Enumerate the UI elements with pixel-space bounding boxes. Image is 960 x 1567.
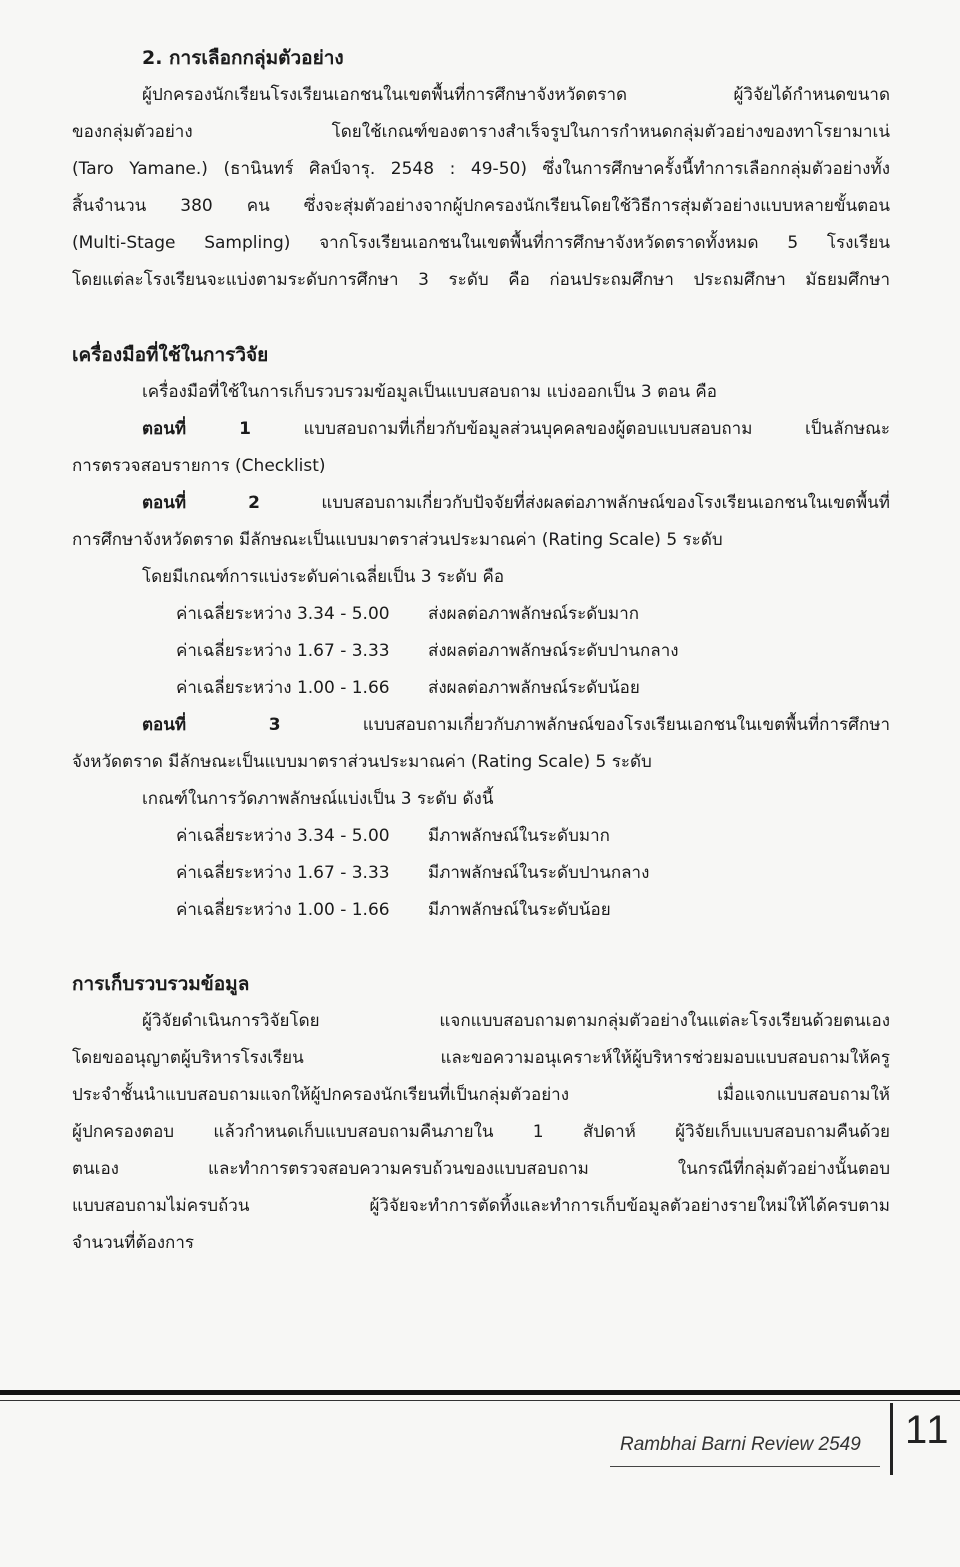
paragraph-line: โดยขออนุญาตผู้บริหารโรงเรียน และขอความอนุเคราะห์ให้ผู้บริหารช่วยมอบแบบสอบถามให้ครู [72,1048,890,1068]
part-label: ตอนที่ 3 [142,715,281,735]
paragraph-line: จำนวนที่ต้องการ [72,1233,195,1253]
criteria-row: ค่าเฉลี่ยระหว่าง 1.67 - 3.33 มีภาพลักษณ์ในระดับปานกลาง [176,863,650,883]
journal-underline [610,1466,880,1467]
section-data-collection [72,966,890,1262]
criteria-row: ค่าเฉลี่ยระหว่าง 3.34 - 5.00 ส่งผลต่อภาพลักษณ์ระดับมาก [176,604,640,624]
paragraph-line: (Multi-Stage Sampling) จากโรงเรียนเอกชนในเขตพื้นที่การศึกษาจังหวัดตราดทั้งหมด 5 โรงเรียน [72,233,890,253]
paragraph-line: เครื่องมือที่ใช้ในการเก็บรวบรวมข้อมูลเป็นแบบสอบถาม แบ่งออกเป็น 3 ตอน คือ [142,382,717,402]
paragraph-line: ผู้วิจัยดำเนินการวิจัยโดย แจกแบบสอบถามตามกลุ่มตัวอย่างในแต่ละโรงเรียนด้วยตนเอง [142,1011,890,1031]
criteria-intro: โดยมีเกณฑ์การแบ่งระดับค่าเฉลี่ยเป็น 3 ระดับ คือ [142,567,505,587]
section-heading: เครื่องมือที่ใช้ในการวิจัย [72,344,269,366]
page-number: 11 [905,1408,951,1452]
paragraph-line: ผู้ปกครองนักเรียนโรงเรียนเอกชนในเขตพื้นที่การศึกษาจังหวัดตราด ผู้วิจัยได้กำหนดขนาด [142,85,890,105]
part-3-line: ตอนที่ 3 แบบสอบถามเกี่ยวกับภาพลักษณ์ของโรงเรียนเอกชนในเขตพื้นที่การศึกษา [142,715,890,735]
criteria-intro: เกณฑ์ในการวัดภาพลักษณ์แบ่งเป็น 3 ระดับ ดังนี้ [142,789,494,809]
part-label: ตอนที่ 1 [142,419,251,439]
section-heading: การเก็บรวบรวมข้อมูล [72,973,250,995]
paragraph-line: ของกลุ่มตัวอย่าง โดยใช้เกณฑ์ของตารางสำเร็จรูปในการกำหนดกลุ่มตัวอย่างของทาโรยามาเน่ [72,122,890,142]
paragraph-line: (Taro Yamane.) (ธานินทร์ ศิลป์จารุ. 2548 : 49-50) ซึ่งในการศึกษาครั้งนี้ทำการเลือกกลุ่มตัวอย่างทั้ง [72,159,890,179]
criteria-row: ค่าเฉลี่ยระหว่าง 1.00 - 1.66 ส่งผลต่อภาพลักษณ์ระดับน้อย [176,678,640,698]
part-2-line: ตอนที่ 2 แบบสอบถามเกี่ยวกับปัจจัยที่ส่งผลต่อภาพลักษณ์ของโรงเรียนเอกชนในเขตพื้นที่ [142,493,890,513]
paragraph-line: ประจำชั้นนำแบบสอบถามแจกให้ผู้ปกครองนักเรียนที่เป็นกลุ่มตัวอย่าง เมื่อแจกแบบสอบถามให้ [72,1085,890,1105]
paragraph-line: โดยแต่ละโรงเรียนจะแบ่งตามระดับการศึกษา 3 ระดับ คือ ก่อนประถมศึกษา ประถมศึกษา มัธยมศึกษา [72,270,890,290]
paragraph-line: การตรวจสอบรายการ (Checklist) [72,456,326,476]
criteria-row: ค่าเฉลี่ยระหว่าง 3.34 - 5.00 มีภาพลักษณ์ในระดับมาก [176,826,610,846]
footer-rule-thick [0,1390,960,1395]
section-instruments [72,337,890,929]
footer-vertical-bar [890,1403,893,1475]
part-1-line: ตอนที่ 1 แบบสอบถามที่เกี่ยวกับข้อมูลส่วนบุคคลของผู้ตอบแบบสอบถาม เป็นลักษณะ [142,419,890,439]
footer-rule-thin [0,1400,960,1401]
paragraph-line: สิ้นจำนวน 380 คน ซึ่งจะสุ่มตัวอย่างจากผู้ปกครองนักเรียนโดยใช้วิธีการสุ่มตัวอย่างแบบหลายขั้นตอน [72,196,890,216]
section-heading: 2. การเลือกกลุ่มตัวอย่าง [142,47,344,69]
paragraph-line: ตนเอง และทำการตรวจสอบความครบถ้วนของแบบสอบถาม ในกรณีที่กลุ่มตัวอย่างนั้นตอบ [72,1159,890,1179]
part-label: ตอนที่ 2 [142,493,260,513]
paragraph-line: แบบสอบถามไม่ครบถ้วน ผู้วิจัยจะทำการตัดทิ้งและทำการเก็บข้อมูลตัวอย่างรายใหม่ให้ได้ครบตาม [72,1196,890,1216]
paragraph-line: การศึกษาจังหวัดตราด มีลักษณะเป็นแบบมาตราส่วนประมาณค่า (Rating Scale) 5 ระดับ [72,530,723,550]
criteria-row: ค่าเฉลี่ยระหว่าง 1.00 - 1.66 มีภาพลักษณ์ในระดับน้อย [176,900,611,920]
paragraph-line: จังหวัดตราด มีลักษณะเป็นแบบมาตราส่วนประมาณค่า (Rating Scale) 5 ระดับ [72,752,652,772]
journal-name: Rambhai Barni Review 2549 [620,1434,861,1455]
paragraph-line: ผู้ปกครองตอบ แล้วกำหนดเก็บแบบสอบถามคืนภายใน 1 สัปดาห์ ผู้วิจัยเก็บแบบสอบถามคืนด้วย [72,1122,890,1142]
criteria-row: ค่าเฉลี่ยระหว่าง 1.67 - 3.33 ส่งผลต่อภาพลักษณ์ระดับปานกลาง [176,641,679,661]
section-sample-selection [72,40,890,299]
